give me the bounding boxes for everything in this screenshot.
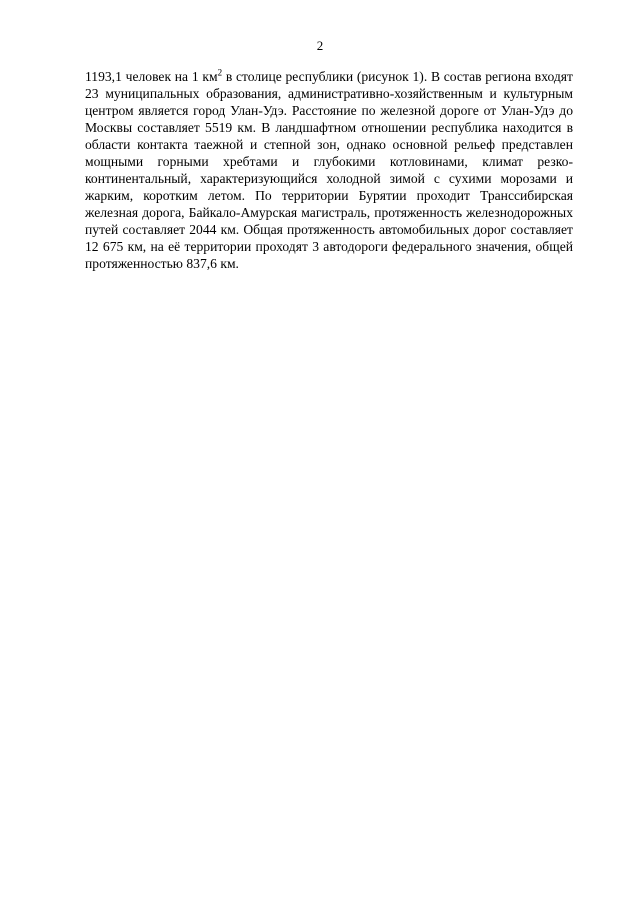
paragraph-lead: 1193,1 человек на 1 км	[85, 69, 218, 84]
body-paragraph	[85, 68, 573, 272]
paragraph-superscript: 2	[217, 67, 223, 78]
paragraph-rest: в столице республики (рисунок 1). В состав региона входят 23 муниципальных образования, административно-хозяйственным и культурным центром является город Улан-Удэ. Расстояние по железной дороге от Улан-Удэ до Москвы составляет 5519 км. В ландшафтном отношении республика находится в области контакта таежной и степной зон, однако основной рельеф представлен мощными горными хребтами и глубокими котловинами, климат резко-континентальный, характеризующийся холодной зимой с сухими морозами и жарким, коротким летом. По территории Бурятии проходит Транссибирская железная дорога, Байкало-Амурская магистраль, протяженность железнодорожных путей составляет 2044 км. Общая протяженность автомобильных дорог составляет 12 675 км, на её территории проходят 3 автодороги федерального значения, общей протяженностью 837,6 км.	[85, 69, 573, 271]
page-number: 2	[316, 38, 324, 53]
